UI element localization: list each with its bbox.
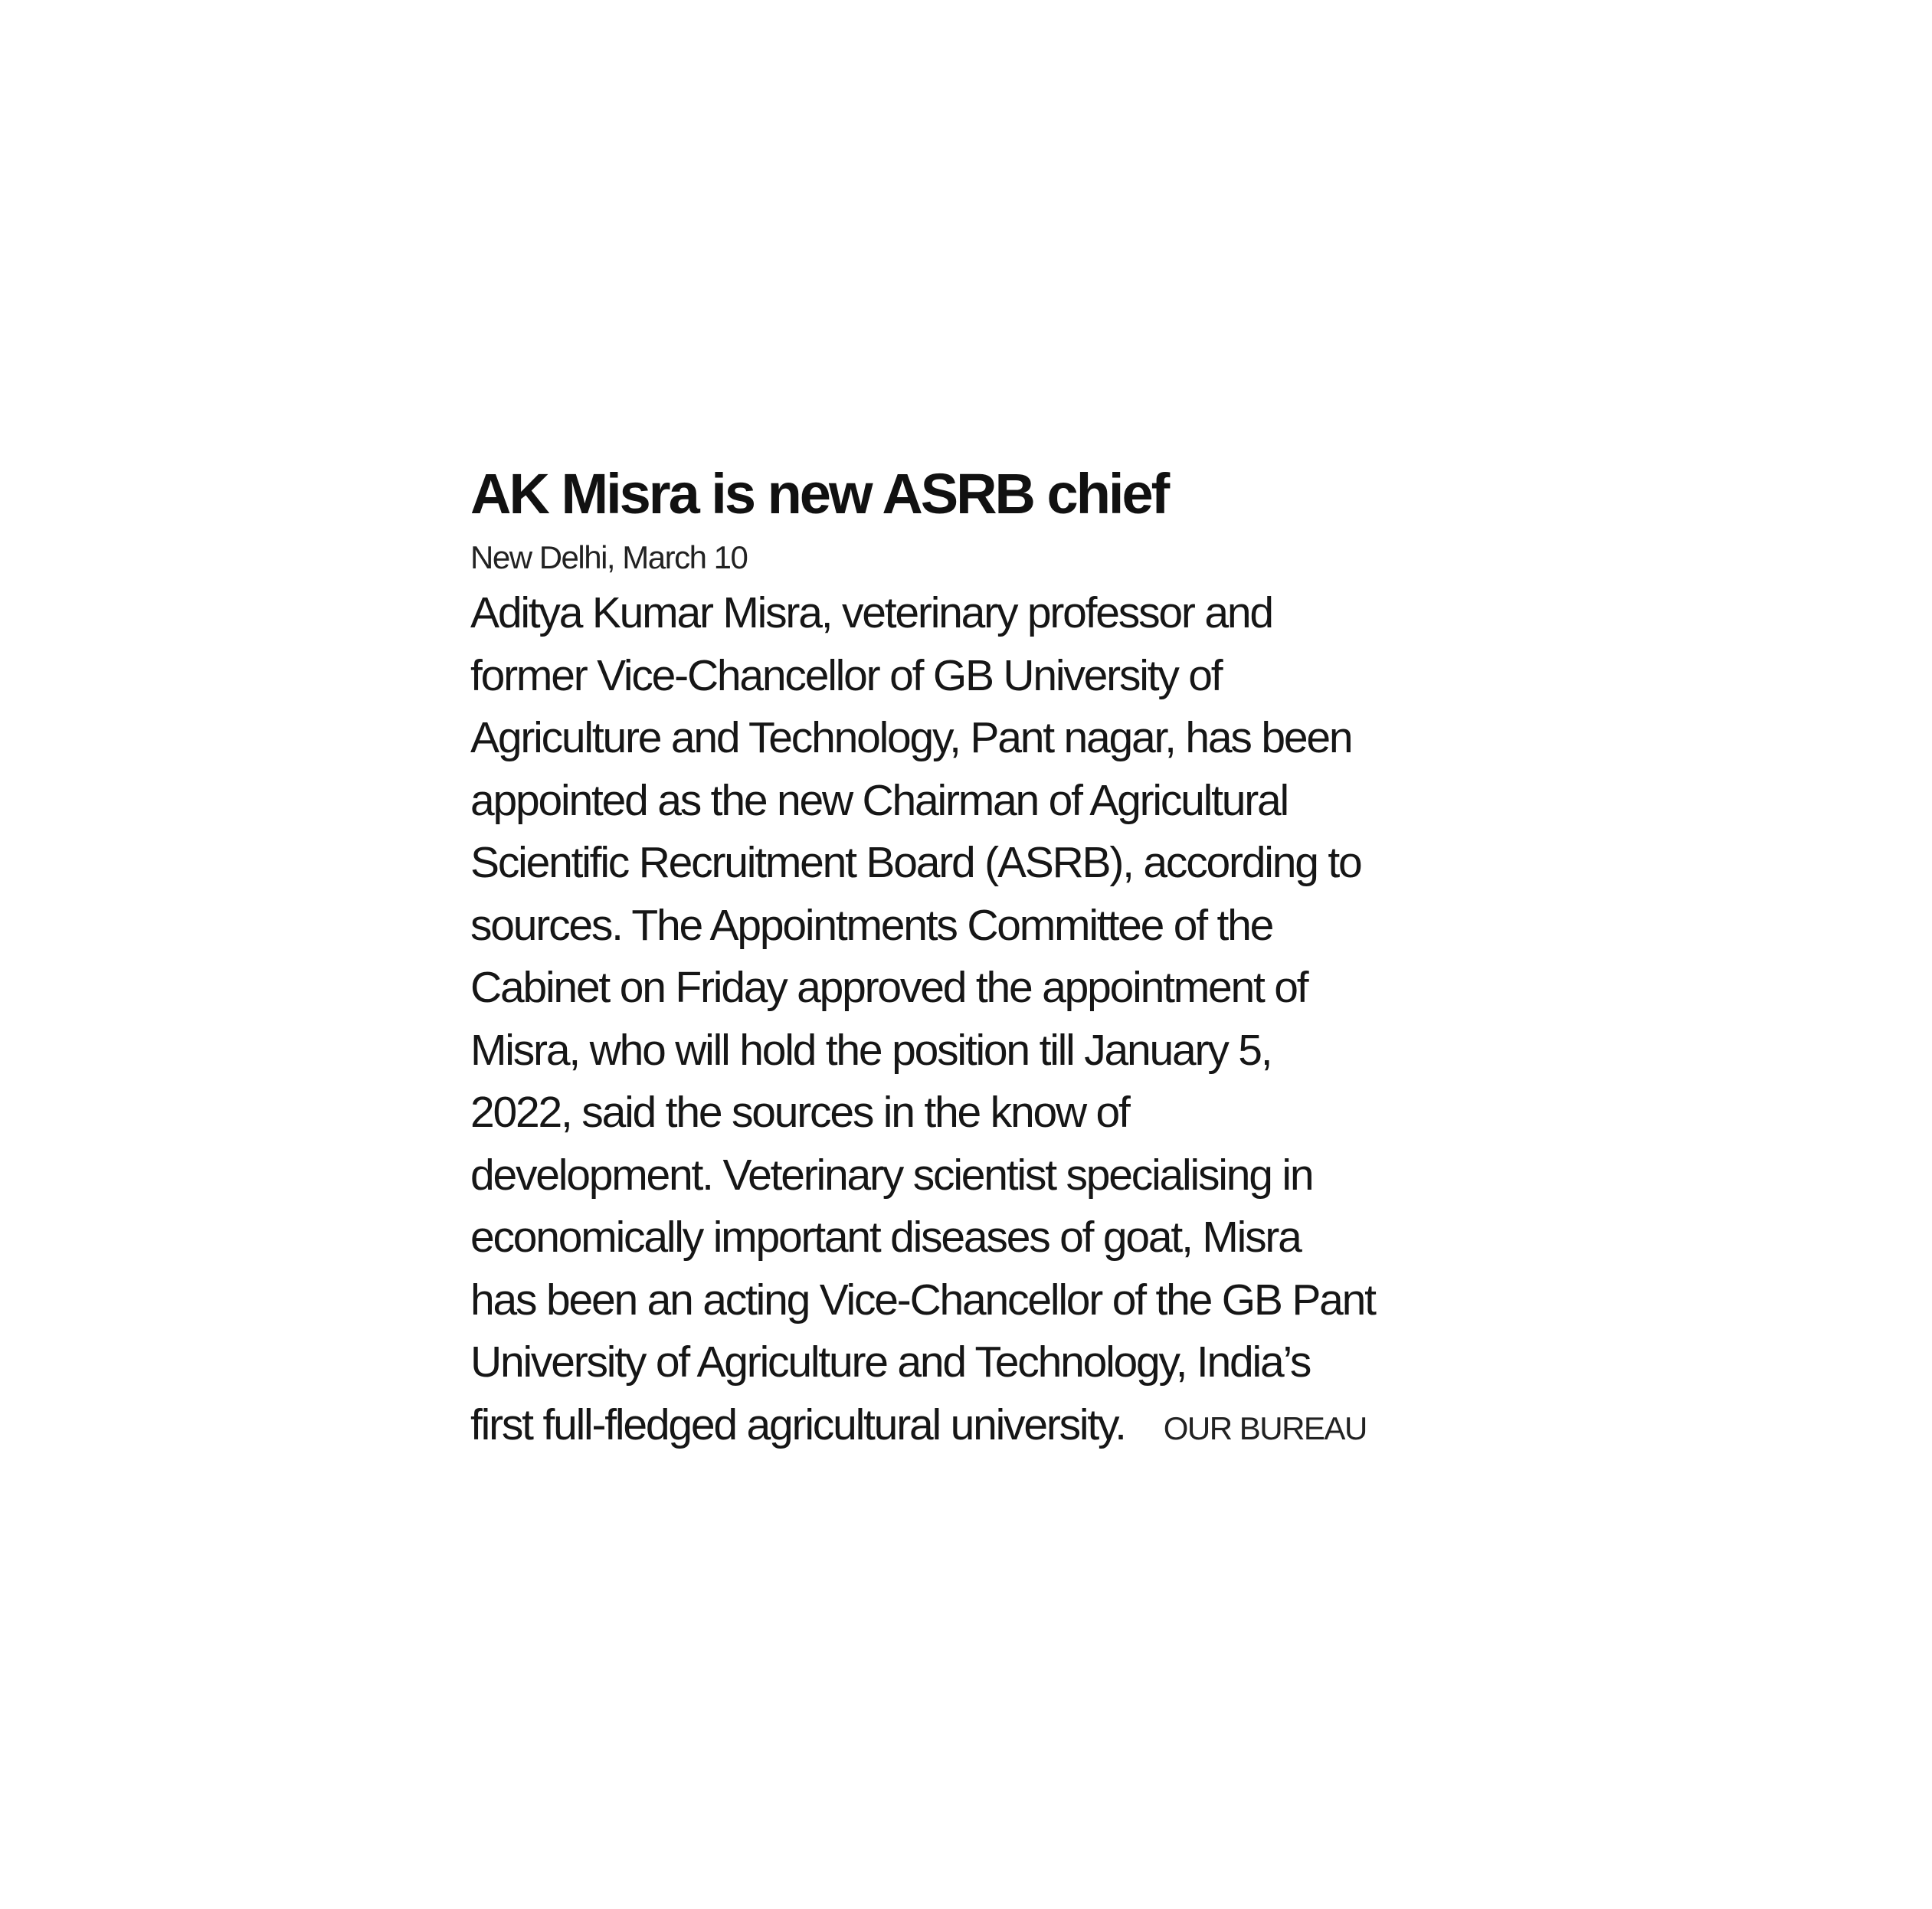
body-line: Scientific Recruitment Board (ASRB), according to (470, 838, 1361, 887)
body-line: development. Veterinary scientist specialising in (470, 1150, 1313, 1200)
body-line: has been an acting Vice-Chancellor of the GB Pant (470, 1275, 1375, 1325)
byline: OUR BUREAU (1163, 1410, 1367, 1446)
body-line-text: first full-fledged agricultural university. (470, 1400, 1125, 1449)
body-line: economically important diseases of goat, Misra (470, 1213, 1301, 1262)
body-line-last (470, 1394, 1497, 1460)
body-line: Cabinet on Friday approved the appointment of (470, 963, 1308, 1012)
body-line: University of Agriculture and Technology, India’s (470, 1338, 1311, 1387)
body-line: Agriculture and Technology, Pant nagar, has been (470, 713, 1352, 762)
news-article (470, 460, 1497, 1459)
body-line: former Vice-Chancellor of GB University of (470, 650, 1222, 700)
dateline: New Delhi, March 10 (470, 539, 748, 575)
headline: AK Misra is new ASRB chief (470, 462, 1168, 526)
body-line: Misra, who will hold the position till January 5, (470, 1025, 1272, 1075)
body-line: appointed as the new Chairman of Agricultural (470, 775, 1289, 825)
body-line: Aditya Kumar Misra, veterinary professor and (470, 588, 1272, 637)
article-body (470, 582, 1497, 1459)
body-line: 2022, said the sources in the know of (470, 1088, 1129, 1137)
body-line: sources. The Appointments Committee of the (470, 900, 1273, 950)
